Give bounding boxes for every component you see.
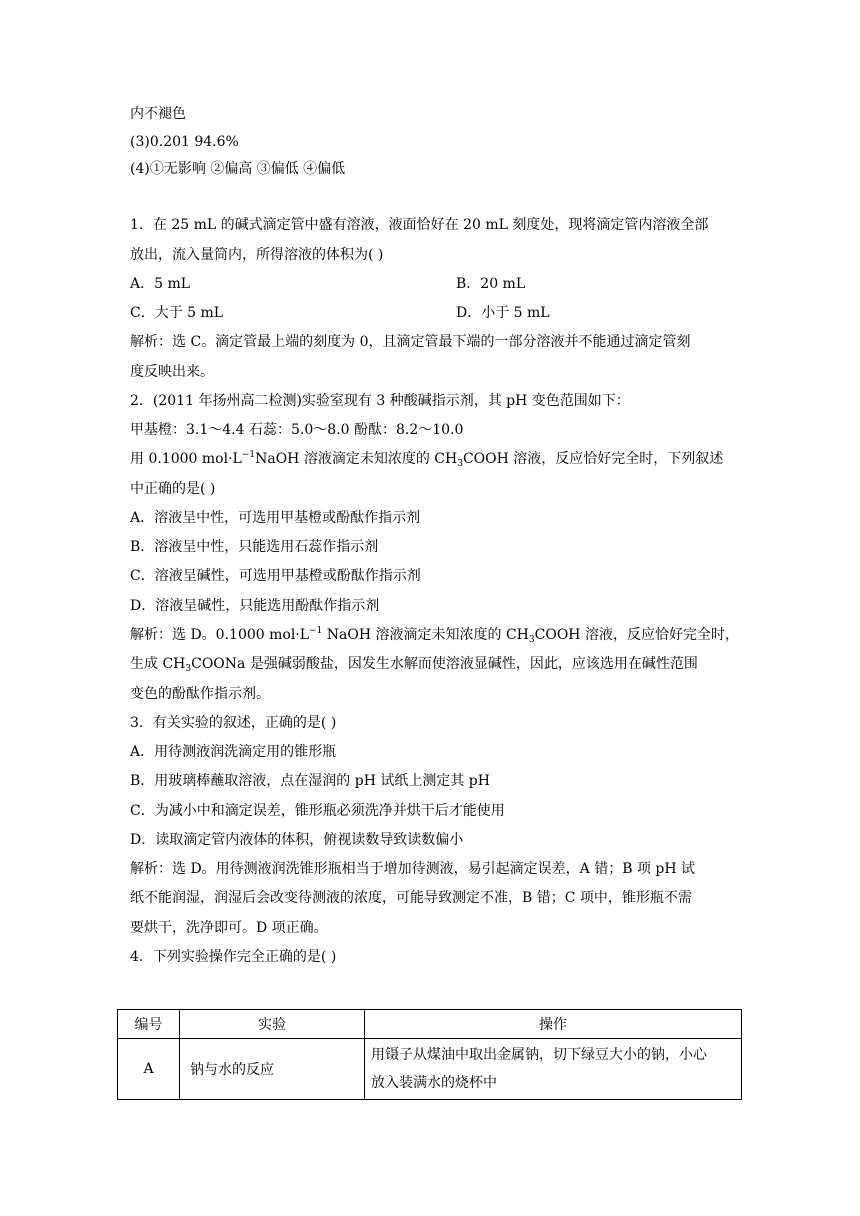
- q3-option-b: B．用玻璃棒蘸取溶液，点在湿润的 pH 试纸上测定其 pH: [130, 773, 490, 789]
- q2-stem-line-1: 2．(2011 年扬州高二检测)实验室现有 3 种酸碱指示剂，其 pH 变色范围如下：: [130, 393, 630, 409]
- q3-option-d: D．读取滴定管内液体的体积，俯视读数导致读数偏小: [130, 832, 464, 848]
- row-a-experiment: 钠与水的反应: [180, 1039, 365, 1100]
- q1-explanation-line-2: 度反映出来。: [130, 364, 214, 380]
- q2-explanation-sub: 3: [528, 635, 535, 645]
- q2-option-c: C．溶液呈碱性，可选用甲基橙或酚酞作指示剂: [130, 568, 421, 584]
- q1-stem-line-1: 1．在 25 mL 的碱式滴定管中盛有溶液，液面恰好在 20 mL 刻度处，现将滴定管内溶液全部: [130, 217, 709, 233]
- q3-option-a: A．用待测液润洗滴定用的锥形瓶: [130, 744, 337, 760]
- q1-stem-line-2: 放出，流入量筒内，所得溶液的体积为( ): [130, 247, 384, 263]
- q2-indicator-ranges: 甲基橙：3.1～4.4 石蕊：5.0～8.0 酚酞：8.2～10.0: [130, 422, 464, 438]
- q2-explanation-text: 解析：选 D。0.1000 mol·L: [130, 627, 310, 643]
- experiment-table: [117, 1009, 742, 1100]
- answer-line-tail: 内不褪色: [130, 106, 186, 122]
- answer-line-4: (4)①无影响 ②偏高 ③偏低 ④偏低: [130, 161, 346, 177]
- q1-option-d: D．小于 5 mL: [456, 305, 550, 321]
- q2-explanation-line-3: 变色的酚酞作指示剂。: [130, 686, 270, 702]
- q2-stem-sub: 3: [457, 459, 463, 469]
- q3-explanation-line-3: 要烘干，洗净即可。D 项正确。: [130, 920, 328, 936]
- q2-explanation-line-2: [130, 653, 750, 675]
- q2-option-b: B．溶液呈中性，只能选用石蕊作指示剂: [130, 539, 379, 555]
- q3-stem: 3．有关实验的叙述，正确的是( ): [130, 715, 337, 731]
- q2-stem-line-3: [130, 448, 750, 470]
- q1-explanation-line-1: 解析：选 C。滴定管最上端的刻度为 0，且滴定管最下端的一部分溶液并不能通过滴定管刻: [130, 334, 691, 350]
- q3-explanation-line-2: 纸不能润湿，润湿后会改变待测液的浓度，可能导致测定不准，B 错；C 项中，锥形瓶不需: [130, 890, 692, 906]
- table-header-id: 编号: [118, 1010, 180, 1039]
- table-header-experiment: 实验: [180, 1010, 365, 1039]
- table-row: [118, 1039, 742, 1100]
- row-a-operation: [365, 1039, 742, 1100]
- q2-explanation-sup: −1: [309, 626, 323, 636]
- q2-stem-text: NaOH 溶液滴定未知浓度的 CH: [255, 451, 458, 467]
- table-header-row: [118, 1010, 742, 1039]
- q2-explanation-sub: 3: [185, 664, 192, 674]
- q4-stem: 4．下列实验操作完全正确的是( ): [130, 949, 337, 965]
- q2-explanation-text: 生成 CH: [130, 656, 186, 672]
- q1-option-c: C．大于 5 mL: [130, 305, 224, 321]
- row-a-operation-line-2: 放入装满水的烧杯中: [371, 1075, 497, 1091]
- q1-option-a: A．5 mL: [130, 276, 191, 292]
- q2-stem-line-4: 中正确的是( ): [130, 481, 216, 497]
- q2-explanation-line-1: [130, 624, 750, 646]
- q2-stem-text: COOH 溶液，反应恰好完全时，下列叙述: [462, 451, 724, 467]
- q2-option-a: A．溶液呈中性，可选用甲基橙或酚酞作指示剂: [130, 510, 421, 526]
- row-a-operation-line-1: 用镊子从煤油中取出金属钠，切下绿豆大小的钠，小心: [371, 1047, 707, 1063]
- q3-explanation-line-1: 解析：选 D。用待测液润洗锥形瓶相当于增加待测液，易引起滴定误差，A 错；B 项 pH 试: [130, 861, 696, 877]
- q2-stem-sup: −1: [241, 450, 256, 460]
- q3-option-c: C．为减小中和滴定误差，锥形瓶必须洗净并烘干后才能使用: [130, 803, 505, 819]
- q2-option-d: D．溶液呈碱性，只能选用酚酞作指示剂: [130, 598, 380, 614]
- q2-explanation-text: COOH 溶液，反应恰好完全时，: [534, 627, 739, 643]
- q2-explanation-text: COONa 是强碱弱酸盐，因发生水解而使溶液显碱性，因此，应该选用在碱性范围: [191, 656, 698, 672]
- row-a-id: A: [118, 1039, 180, 1100]
- q2-explanation-text: NaOH 溶液滴定未知浓度的 CH: [322, 627, 529, 643]
- q1-option-b: B．20 mL: [456, 276, 526, 292]
- table-header-operation: 操作: [365, 1010, 742, 1039]
- answer-line-3: (3)0.201 94.6%: [130, 134, 239, 150]
- q2-stem-text: 用 0.1000 mol·L: [130, 451, 242, 467]
